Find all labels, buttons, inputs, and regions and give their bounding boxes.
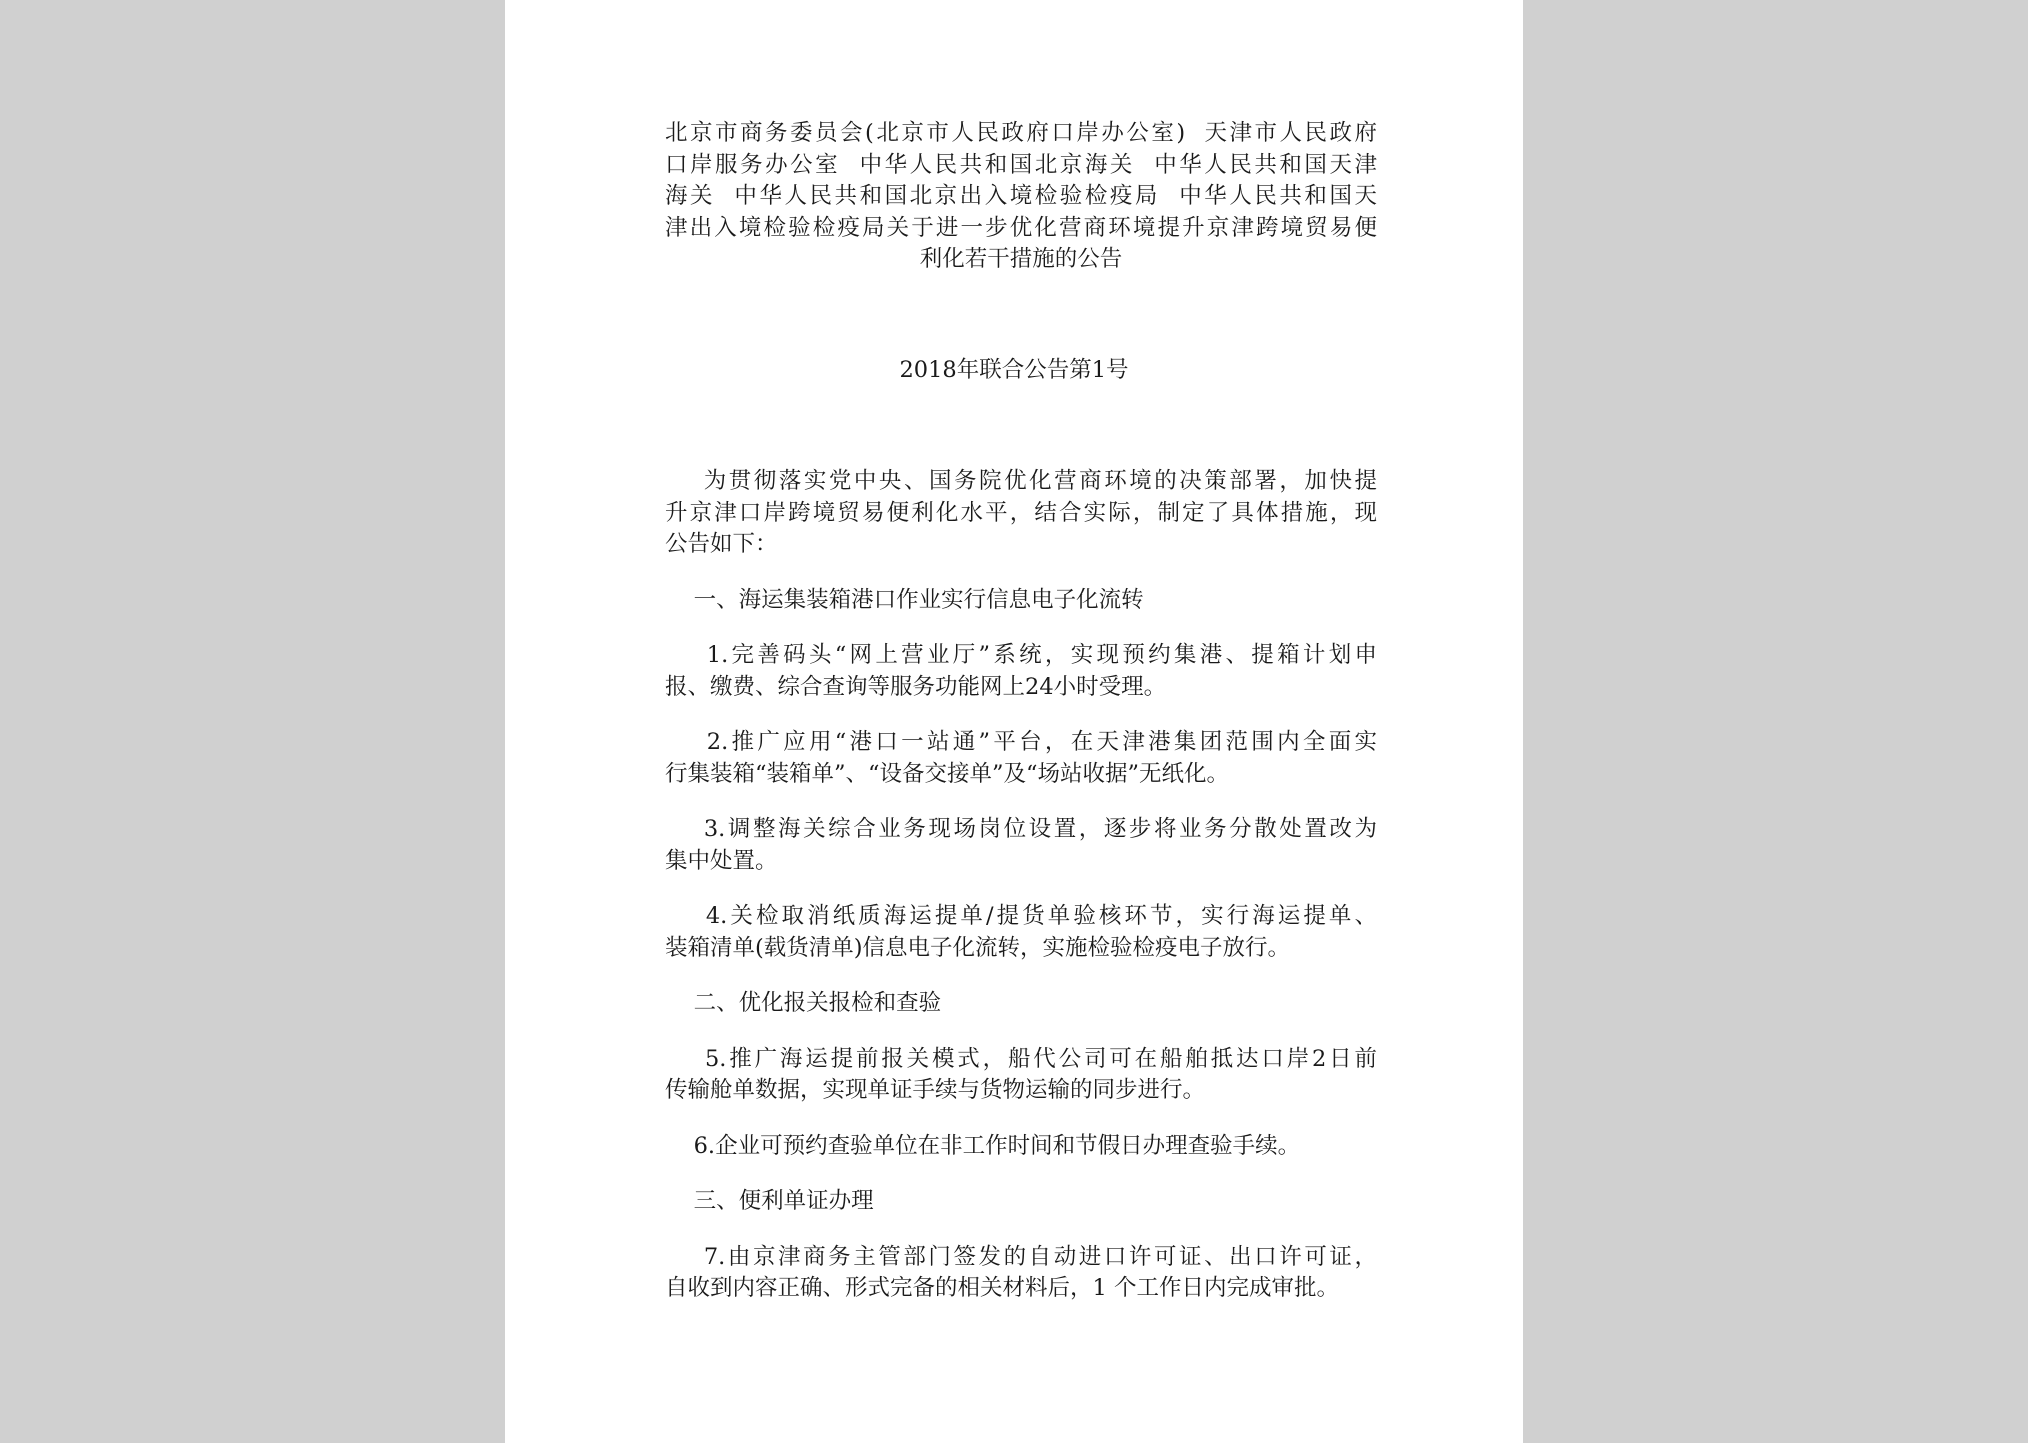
title-line: 口岸服务办公室 中华人民共和国北京海关 中华人民共和国天津 (665, 151, 1377, 178)
item-7 (665, 1242, 1377, 1305)
paragraph-line: 一、海运集装箱港口作业实行信息电子化流转 (665, 586, 1144, 613)
paragraph-line: 装箱清单(载货清单)信息电子化流转，实施检验检疫电子放行。 (665, 934, 1291, 961)
item-3 (665, 814, 1377, 877)
paragraph-line: 升京津口岸跨境贸易便利化水平，结合实际，制定了具体措施，现 (665, 499, 1377, 526)
paragraph-line: 三、便利单证办理 (665, 1188, 874, 1214)
item-2 (665, 727, 1377, 790)
paragraph-line: 1.完善码头“网上营业厅”系统，实现预约集港、提箱计划申 (665, 642, 1377, 668)
paragraph-line: 5.推广海运提前报关模式，船代公司可在船舶抵达口岸2日前 (665, 1045, 1377, 1072)
paragraph-line: 自收到内容正确、形式完备的相关材料后，1 个工作日内完成审批。 (665, 1275, 1339, 1301)
title-line: 津出入境检验检疫局关于进一步优化营商环境提升京津跨境贸易便 (665, 214, 1377, 241)
paragraph-line: 2.推广应用“港口一站通”平台，在天津港集团范围内全面实 (665, 729, 1377, 755)
title-line: 海关 中华人民共和国北京出入境检验检疫局 中华人民共和国天 (665, 183, 1377, 209)
paragraph-line: 传输舱单数据，实现单证手续与货物运输的同步进行。 (665, 1077, 1206, 1103)
document-body (665, 466, 1377, 1329)
document-title (665, 118, 1377, 276)
section-heading-2 (665, 988, 1377, 1020)
paragraph-line: 公告如下： (665, 531, 778, 557)
paragraph-line: 集中处置。 (665, 847, 778, 874)
section-heading-1 (665, 585, 1377, 617)
paragraph-line: 7.由京津商务主管部门签发的自动进口许可证、出口许可证， (665, 1243, 1377, 1270)
title-line: 北京市商务委员会(北京市人民政府口岸办公室) 天津市人民政府 (665, 120, 1377, 146)
paragraph-intro (665, 466, 1377, 561)
paragraph-line: 4.关检取消纸质海运提单/提货单验核环节，实行海运提单、 (665, 903, 1377, 929)
item-1 (665, 640, 1377, 703)
paragraph-line: 行集装箱“装箱单”、“设备交接单”及“场站收据”无纸化。 (665, 760, 1230, 787)
paragraph-line: 为贯彻落实党中央、国务院优化营商环境的决策部署，加快提 (665, 468, 1377, 494)
paragraph-line: 3.调整海关综合业务现场岗位设置，逐步将业务分散处置改为 (665, 816, 1377, 842)
paragraph-line: 6.企业可预约查验单位在非工作时间和节假日办理查验手续。 (665, 1132, 1301, 1159)
item-5 (665, 1044, 1377, 1107)
item-6 (665, 1131, 1377, 1163)
section-heading-3 (665, 1186, 1377, 1218)
item-4 (665, 901, 1377, 964)
paragraph-line: 二、优化报关报检和查验 (665, 990, 942, 1016)
document-page (505, 0, 1523, 1443)
title-line: 利化若干措施的公告 (919, 246, 1123, 272)
paragraph-line: 报、缴费、综合查询等服务功能网上24小时受理。 (665, 673, 1167, 700)
document-number: 2018年联合公告第1号 (899, 357, 1129, 383)
